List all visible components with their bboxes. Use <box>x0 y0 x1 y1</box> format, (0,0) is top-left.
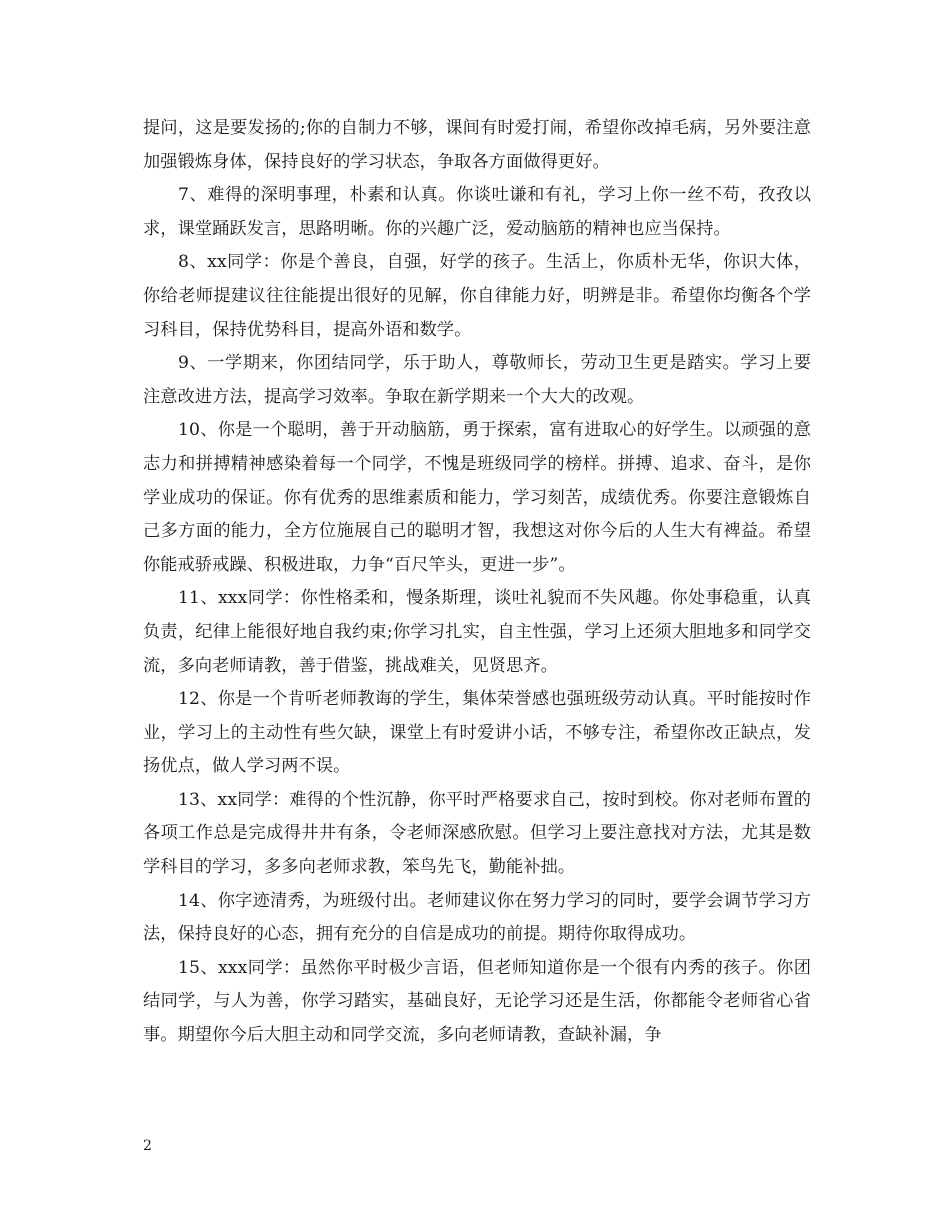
paragraph-comment-11: 11、xxx同学：你性格柔和，慢条斯理，谈吐礼貌而不失风趣。你处事稳重，认真负责，纪律上能很好地自我约束;你学习扎实，自主性强，学习上还须大胆地多和同学交流，多向老师请教，善于借鉴，挑战难关，见贤思齐。 <box>143 588 811 676</box>
page-number: 2 <box>143 1138 152 1154</box>
paragraph-comment-8: 8、xx同学：你是个善良，自强，好学的孩子。生活上，你质朴无华，你识大体，你给老师提建议往往能提出很好的见解，你自律能力好，明辨是非。希望你均衡各个学习科目，保持优势科目，提高外语和数学。 <box>143 252 811 340</box>
paragraph-comment-13: 13、xx同学：难得的个性沉静，你平时严格要求自己，按时到校。你对老师布置的各项工作总是完成得井井有条，令老师深感欣慰。但学习上要注意找对方法，尤其是数学科目的学习，多多向老师求教，笨鸟先飞，勤能补拙。 <box>143 789 811 878</box>
paragraph-1: 提问，这是要发扬的;你的自制力不够，课间有时爱打闹，希望你改掉毛病，另外要注意加强锻炼身体，保持良好的学习状态，争取各方面做得更好。 <box>143 118 811 172</box>
paragraph-comment-15: 15、xxx同学：虽然你平时极少言语，但老师知道你是一个很有内秀的孩子。你团结同学，与人为善，你学习踏实，基础良好，无论学习还是生活，你都能令老师省心省事。期望你今后大胆主动和同学交流，多向老师请教，查缺补漏，争 <box>143 957 811 1046</box>
document-body <box>143 112 811 1053</box>
paragraph-comment-7: 7、难得的深明事理，朴素和认真。你谈吐谦和有礼，学习上你一丝不苟，孜孜以求，课堂踊跃发言，思路明晰。你的兴趣广泛，爱动脑筋的精神也应当保持。 <box>143 185 811 239</box>
paragraph-comment-10: 10、你是一个聪明，善于开动脑筋，勇于探索，富有进取心的好学生。以顽强的意志力和拼搏精神感染着每一个同学，不愧是班级同学的榜样。拼搏、追求、奋斗，是你学业成功的保证。你有优秀的思维素质和能力，学习刻苦，成绩优秀。你要注意锻炼自己多方面的能力，全方位施展自己的聪明才智，我想这对你今后的人生大有裨益。希望你能戒骄戒躁、积极进取，力争“百尺竿头，更进一步”。 <box>143 420 811 575</box>
paragraph-comment-12: 12、你是一个肯听老师教诲的学生，集体荣誉感也强班级劳动认真。平时能按时作业，学习上的主动性有些欠缺，课堂上有时爱讲小话，不够专注，希望你改正缺点，发扬优点，做人学习两不误。 <box>143 689 811 777</box>
paragraph-comment-14: 14、你字迹清秀，为班级付出。老师建议你在努力学习的同时，要学会调节学习方法，保持良好的心态，拥有充分的自信是成功的前提。期待你取得成功。 <box>143 890 811 945</box>
paragraph-comment-9: 9、一学期来，你团结同学，乐于助人，尊敬师长，劳动卫生更是踏实。学习上要注意改进方法，提高学习效率。争取在新学期来一个大大的改观。 <box>143 353 811 407</box>
